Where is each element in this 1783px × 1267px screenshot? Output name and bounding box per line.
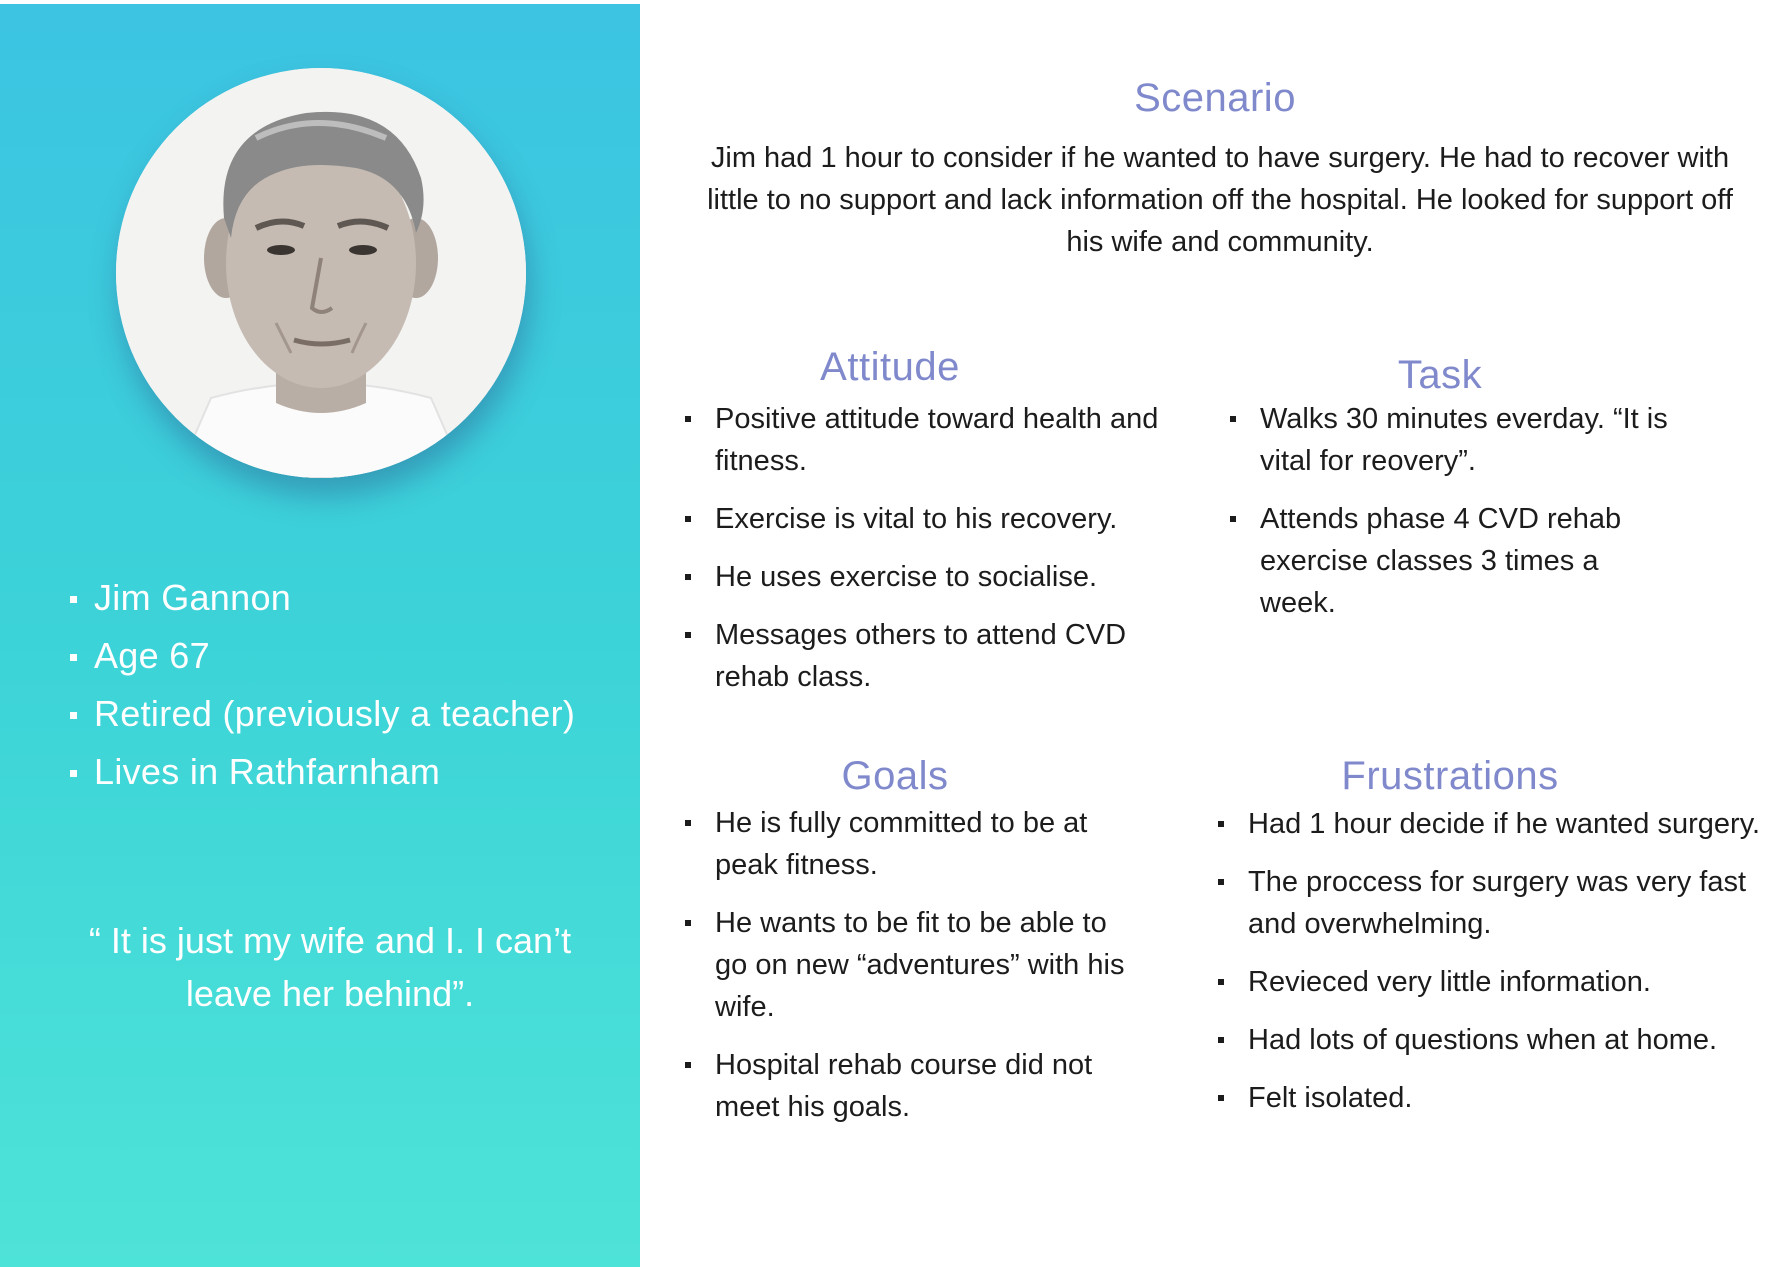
goals-item: Hospital rehab course did not meet his goals.	[685, 1044, 1145, 1128]
task-list	[1230, 398, 1680, 624]
attitude-item: Messages others to attend CVD rehab class.	[685, 614, 1205, 698]
frustrations-item: Felt isolated.	[1218, 1077, 1778, 1119]
portrait-photo	[116, 68, 526, 478]
scenario-heading: Scenario	[1134, 76, 1296, 120]
profile-location: Lives in Rathfarnham	[66, 743, 575, 801]
attitude-item: Exercise is vital to his recovery.	[685, 498, 1205, 540]
attitude-item: He uses exercise to socialise.	[685, 556, 1205, 598]
attitude-item: Positive attitude toward health and fitness.	[685, 398, 1205, 482]
persona-sidebar	[0, 4, 640, 1267]
profile-age: Age 67	[66, 627, 575, 685]
persona-quote	[40, 914, 620, 1020]
quote-line-2: leave her behind”.	[185, 973, 475, 1014]
task-item: Walks 30 minutes everday. “It is vital for reovery”.	[1230, 398, 1680, 482]
frustrations-item: Revieced very little information.	[1218, 961, 1778, 1003]
avatar	[116, 68, 526, 478]
frustrations-item: Had lots of questions when at home.	[1218, 1019, 1778, 1061]
frustrations-heading: Frustrations	[1341, 754, 1559, 798]
quote-line-1: “ It is just my wife and I. I can’t	[88, 920, 572, 961]
task-heading: Task	[1397, 353, 1483, 397]
attitude-list	[685, 398, 1205, 698]
attitude-heading: Attitude	[820, 345, 960, 389]
goals-item: He is fully committed to be at peak fitness.	[685, 802, 1145, 886]
profile-occupation: Retired (previously a teacher)	[66, 685, 575, 743]
scenario-text: Jim had 1 hour to consider if he wanted to have surgery. He had to recover with little to no support and lack information off the hospital. He looked for support off his wife and community.	[707, 142, 1733, 258]
task-item: Attends phase 4 CVD rehab exercise classes 3 times a week.	[1230, 498, 1680, 624]
goals-item: He wants to be fit to be able to go on new “adventures” with his wife.	[685, 902, 1145, 1028]
frustrations-item: Had 1 hour decide if he wanted surgery.	[1218, 803, 1778, 845]
profile-details	[66, 569, 575, 801]
goals-list	[685, 802, 1145, 1128]
frustrations-list	[1218, 803, 1778, 1119]
goals-heading: Goals	[841, 754, 949, 798]
frustrations-item: The proccess for surgery was very fast and overwhelming.	[1218, 861, 1778, 945]
profile-name: Jim Gannon	[66, 569, 575, 627]
